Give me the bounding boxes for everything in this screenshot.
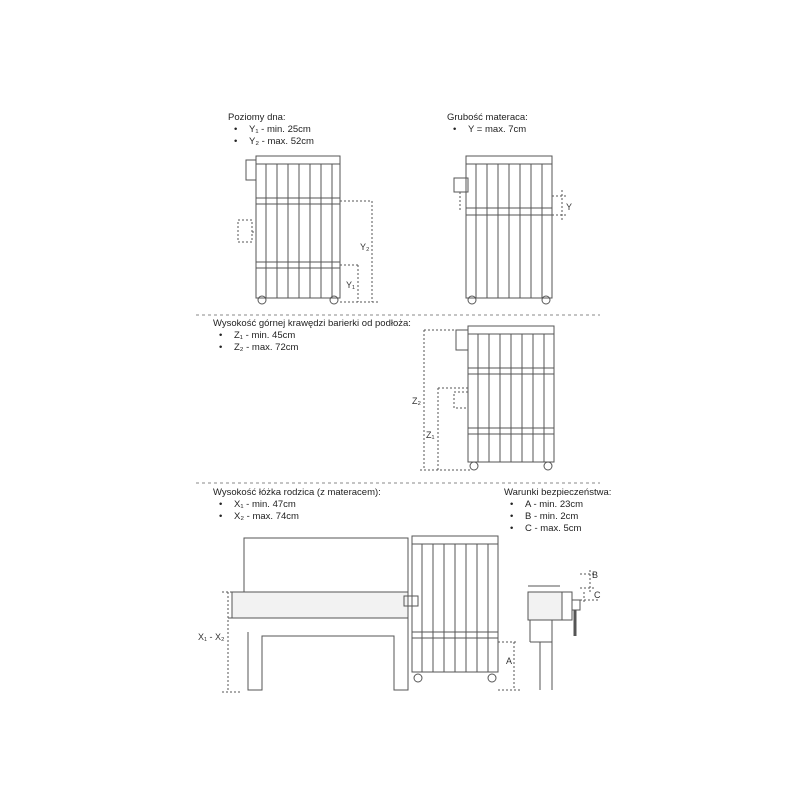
- parent-bed-drawing: [222, 538, 408, 692]
- crib-barrier-drawing: [420, 326, 554, 470]
- z2-label: Z₂: [412, 396, 421, 406]
- y1-label: Y₁: [346, 280, 356, 290]
- barrier-heading: Wysokość górnej krawędzi barierki od podłoża:: [213, 318, 411, 329]
- z1-label: Z₁: [426, 430, 435, 440]
- base-levels-heading: Poziomy dna:: [228, 112, 286, 123]
- c-label: C: [594, 590, 601, 600]
- list-item: • A - min. 23cm: [504, 499, 611, 511]
- gap-detail-drawing: [528, 570, 600, 690]
- list-item: • Z₁ - min. 45cm: [213, 330, 411, 342]
- crib-side-drawing: [404, 536, 520, 690]
- mattress-heading: Grubość materaca:: [447, 112, 528, 123]
- list-item: • Y₂ - max. 52cm: [228, 136, 314, 148]
- list-item: • Y = max. 7cm: [447, 124, 528, 136]
- list-item: • Z₂ - max. 72cm: [213, 342, 411, 354]
- crib-mattress-drawing: [454, 156, 566, 304]
- list-item: • Y₁ - min. 25cm: [228, 124, 314, 136]
- x-label: X₁ - X₂: [198, 632, 225, 642]
- parent-bed-heading: Wysokość łóżka rodzica (z materacem):: [213, 487, 381, 498]
- list-item: • X₂ - max. 74cm: [213, 511, 381, 523]
- list-item: • B - min. 2cm: [504, 511, 611, 523]
- list-item: • C - max. 5cm: [504, 523, 611, 535]
- a-label: A: [506, 656, 513, 666]
- list-item: • X₁ - min. 47cm: [213, 499, 381, 511]
- y2-label: Y₂: [360, 242, 370, 252]
- crib-base-levels-drawing: [238, 156, 378, 304]
- b-label: B: [592, 570, 599, 580]
- safety-heading: Warunki bezpieczeństwa:: [504, 487, 612, 498]
- y-label: Y: [566, 202, 573, 212]
